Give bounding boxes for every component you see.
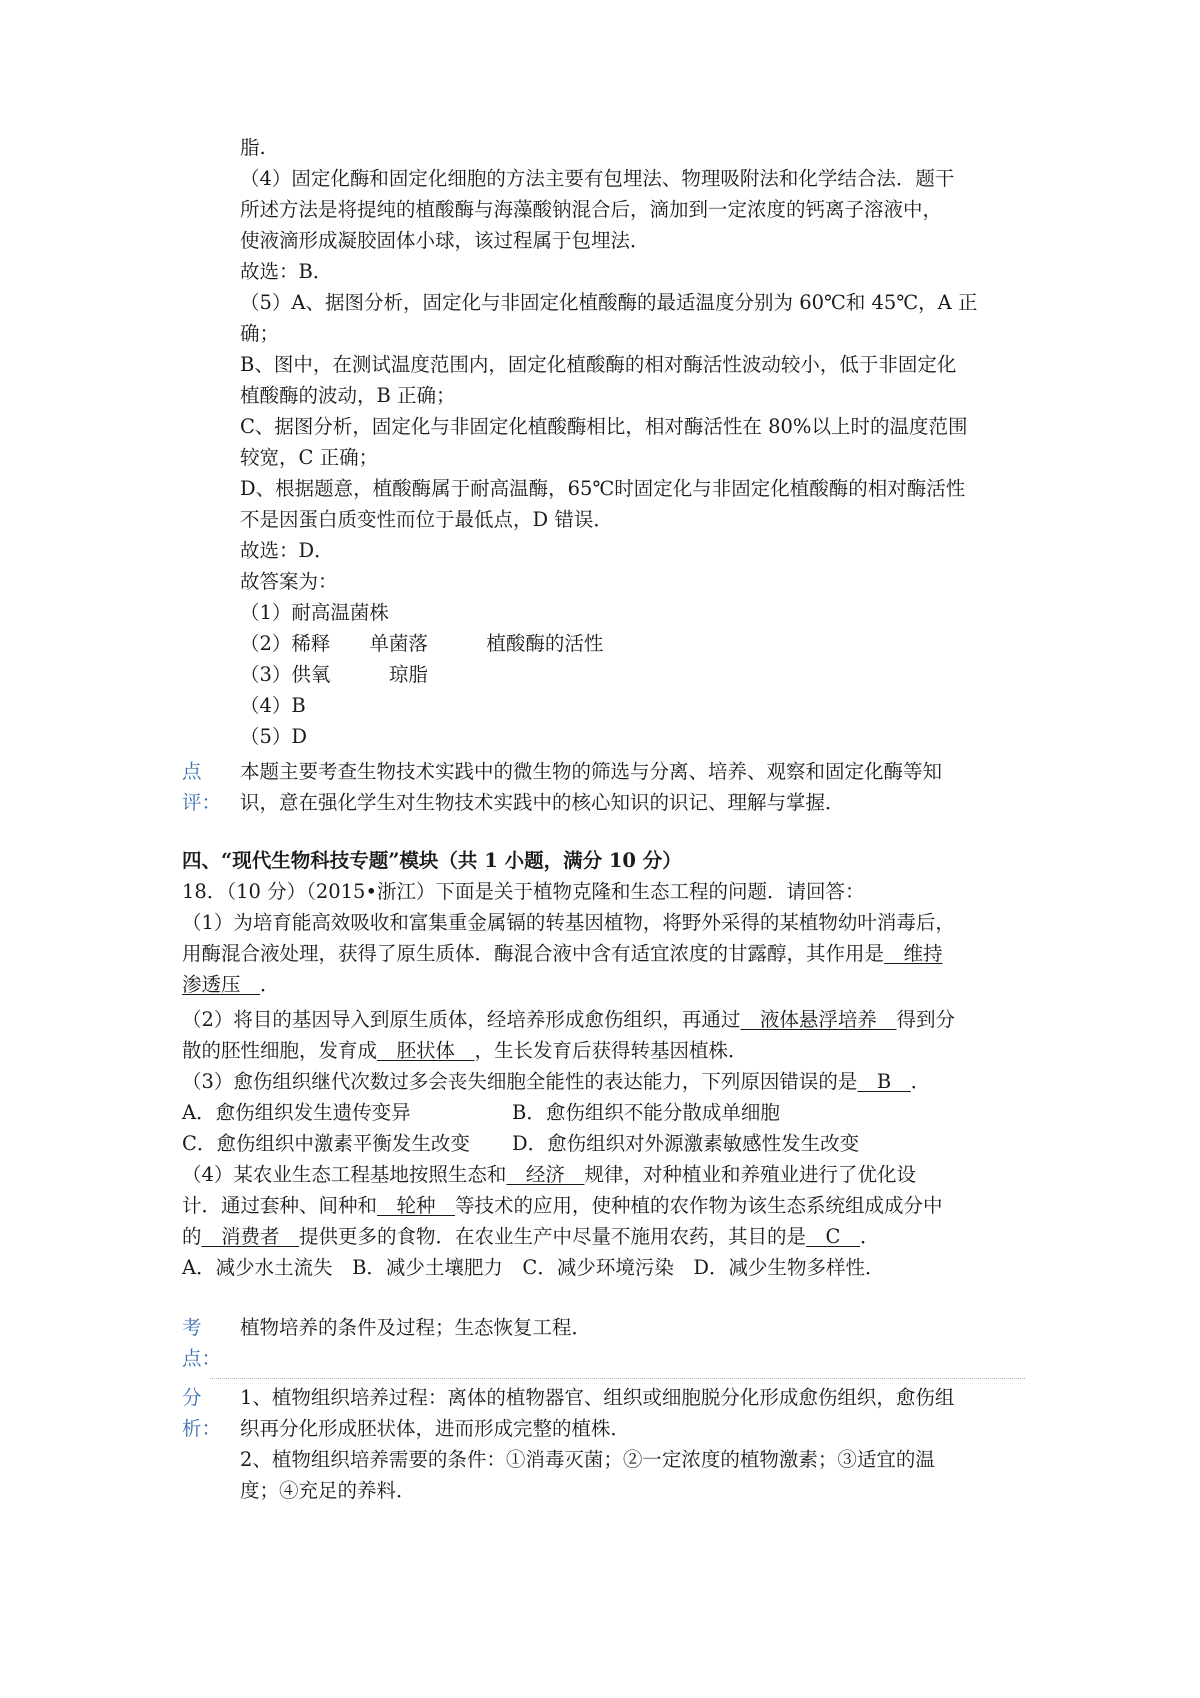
analysis-line: 较宽，C 正确；: [240, 446, 379, 469]
answer-blank: 消费者: [201, 1225, 300, 1248]
question-stem: 18．（10 分）（2015•浙江）下面是关于植物克隆和生态工程的问题．请回答：: [182, 880, 865, 903]
fenxi-text: 度；④充足的养料．: [240, 1479, 416, 1502]
option-text: A．愈伤组织发生遗传变异: [182, 1101, 411, 1124]
comment-label: 评：: [182, 791, 222, 814]
analysis-line: 使液滴形成凝胶固体小球，该过程属于包埋法．: [240, 229, 650, 252]
question-text: （3）愈伤组织继代次数过多会丧失细胞全能性的表达能力，下列原因错误的是 B ．: [182, 1070, 931, 1093]
answer-blank: 液体悬浮培养: [740, 1008, 897, 1031]
question-text: （1）为培育能高效吸收和富集重金属镉的转基因植物，将野外采得的某植物幼叶消毒后，: [182, 911, 955, 934]
fenxi-label: 分: [182, 1386, 202, 1409]
answer-blank: 胚状体: [377, 1039, 475, 1062]
kaodian-label: 点：: [182, 1347, 222, 1370]
comment-label: 点: [182, 760, 202, 783]
analysis-line: 植酸酶的波动，B 正确；: [240, 384, 456, 407]
fenxi-text: 织再分化形成胚状体，进而形成完整的植株．: [240, 1417, 631, 1440]
question-text: 计．通过套种、间种和 轮种 等技术的应用，使种植的农作物为该生态系统组成成分中: [182, 1194, 943, 1217]
answer-blank: 维持: [884, 942, 943, 965]
question-text: （2）将目的基因导入到原生质体，经培养形成愈伤组织，再通过 液体悬浮培养 得到分: [182, 1008, 955, 1031]
answer-line: （4）B: [240, 694, 306, 717]
option-text: A．减少水土流失 B．减少土壤肥力 C．减少环境污染 D．减少生物多样性．: [182, 1256, 885, 1279]
question-text: 渗透压 ．: [182, 973, 280, 996]
answer-line: （3）供氧 琼脂: [240, 663, 428, 686]
divider: [210, 1378, 1025, 1379]
fenxi-text: 2、植物组织培养需要的条件：①消毒灭菌；②一定浓度的植物激素；③适宜的温: [240, 1448, 935, 1471]
kaodian-label: 考: [182, 1316, 202, 1339]
analysis-line: 脂.: [240, 136, 266, 159]
comment-text: 识，意在强化学生对生物技术实践中的核心知识的识记、理解与掌握．: [240, 791, 845, 814]
analysis-line: 不是因蛋白质变性而位于最低点，D 错误．: [240, 508, 613, 531]
analysis-line: D、根据题意，植酸酶属于耐高温酶，65℃时固定化与非固定化植酸酶的相对酶活性: [240, 477, 966, 500]
answer-blank: 渗透压: [182, 973, 261, 996]
answer-line: （5）D: [240, 725, 308, 748]
analysis-line: 所述方法是将提纯的植酸酶与海藻酸钠混合后，滴加到一定浓度的钙离子溶液中，: [240, 198, 943, 221]
answer-line: （2）稀释 单菌落 植酸酶的活性: [240, 632, 604, 655]
analysis-line: C、据图分析，固定化与非固定化植酸酶相比，相对酶活性在 80%以上时的温度范围: [240, 415, 968, 438]
answer-blank: 经济: [506, 1163, 585, 1186]
analysis-line: 故答案为：: [240, 570, 338, 593]
option-text: B．愈伤组织不能分散成单细胞: [512, 1101, 780, 1124]
analysis-line: （4）固定化酶和固定化细胞的方法主要有包埋法、物理吸附法和化学结合法．题干: [240, 167, 955, 190]
question-text: 用酶混合液处理，获得了原生质体．酶混合液中含有适宜浓度的甘露醇，其作用是 维持: [182, 942, 943, 965]
analysis-line: 确；: [240, 322, 280, 345]
analysis-line: 故选：D．: [240, 539, 334, 562]
fenxi-label: 析：: [182, 1417, 222, 1440]
answer-blank: B: [857, 1070, 911, 1093]
question-text: 散的胚性细胞，发育成 胚状体 ，生长发育后获得转基因植株．: [182, 1039, 748, 1062]
section-heading: 四、“现代生物科技专题”模块（共 1 小题，满分 10 分）: [182, 849, 682, 872]
analysis-line: （5）A、据图分析，固定化与非固定化植酸酶的最适温度分别为 60℃和 45℃，A 正: [240, 291, 978, 314]
question-text: 的 消费者 提供更多的食物．在农业生产中尽量不施用农药，其目的是 C ．: [182, 1225, 880, 1248]
option-text: C．愈伤组织中激素平衡发生改变: [182, 1132, 470, 1155]
kaodian-text: 植物培养的条件及过程；生态恢复工程．: [240, 1316, 592, 1339]
answer-blank: 轮种: [377, 1194, 456, 1217]
option-text: D．愈伤组织对外源激素敏感性发生改变: [512, 1132, 860, 1155]
comment-text: 本题主要考查生物技术实践中的微生物的筛选与分离、培养、观察和固定化酶等知: [240, 760, 943, 783]
analysis-line: B、图中，在测试温度范围内，固定化植酸酶的相对酶活性波动较小，低于非固定化: [240, 353, 957, 376]
analysis-line: 故选：B．: [240, 260, 333, 283]
answer-blank: C: [806, 1225, 860, 1248]
question-text: （4）某农业生态工程基地按照生态和 经济 规律，对种植业和养殖业进行了优化设: [182, 1163, 916, 1186]
answer-line: （1）耐高温菌株: [240, 601, 389, 624]
fenxi-text: 1、植物组织培养过程：离体的植物器官、组织或细胞脱分化形成愈伤组织，愈伤组: [240, 1386, 955, 1409]
